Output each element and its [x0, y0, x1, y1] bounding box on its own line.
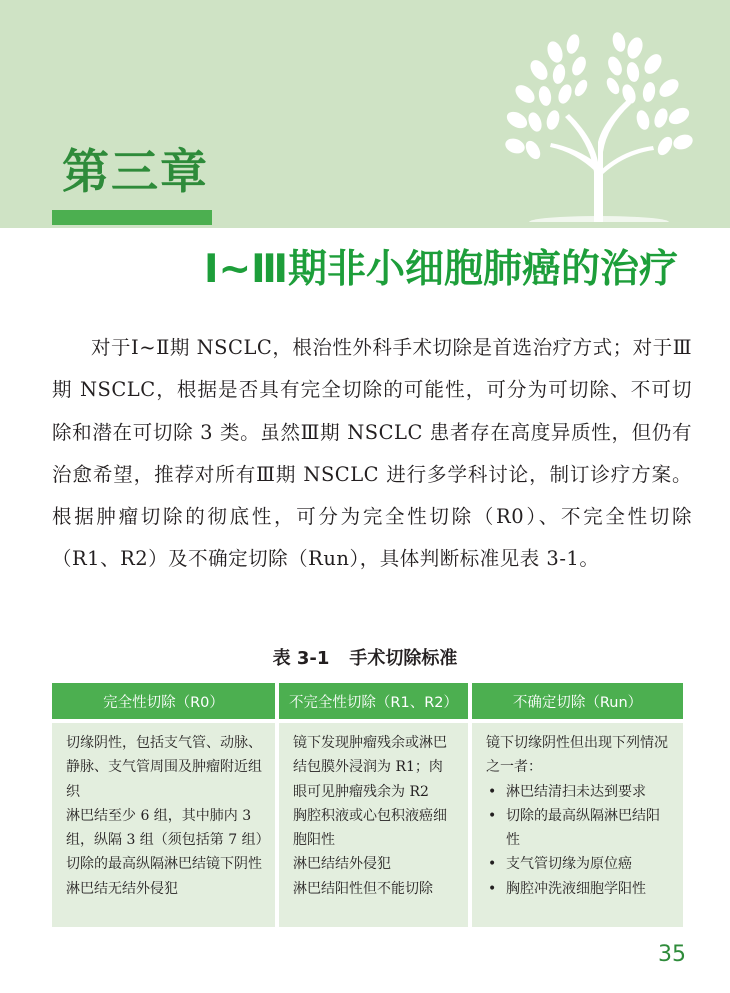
table-header-r0: 完全性切除（R0）	[52, 683, 275, 719]
table-column-r0	[52, 683, 275, 927]
table-cell-line: 切缘阴性，包括支气管、动脉、静脉、支气管周围及肿瘤附近组织	[66, 735, 262, 800]
table-cell-line: 淋巴结结外侵犯	[293, 856, 391, 873]
table-column-run	[472, 683, 683, 927]
table-cell-line: 胸腔积液或心包积液癌细胞阳性	[293, 807, 447, 849]
table-header-r1-r2: 不完全性切除（R1、R2）	[279, 683, 468, 719]
table-cell-line: 淋巴结至少 6 组，其中肺内 3 组，纵隔 3 组（须包括第 7 组）	[66, 807, 270, 849]
list-item: • 支气管切缘为原位癌	[486, 852, 671, 876]
page-number: 35	[658, 942, 686, 967]
table-header-run: 不确定切除（Run）	[472, 683, 683, 719]
list-item: • 淋巴结清扫未达到要求	[486, 780, 671, 804]
table-cell-intro: 镜下切缘阴性但出现下列情况之一者：	[486, 735, 668, 776]
tree-lungs-icon	[495, 22, 705, 222]
list-item: • 切除的最高纵隔淋巴结阳性	[486, 804, 671, 853]
chapter-underline-bar	[52, 210, 212, 225]
table-caption-title: 手术切除标准	[349, 648, 458, 669]
table-caption-number: 表 3-1	[272, 648, 330, 669]
resection-criteria-table	[52, 683, 687, 927]
table-cell-line: 淋巴结无结外侵犯	[66, 880, 178, 897]
body-paragraph: 对于Ⅰ~Ⅱ期 NSCLC，根治性外科手术切除是首选治疗方式；对于Ⅲ期 NSCLC，根据是否具有完全切除的可能性，可分为可切除、不可切除和潜在可切除 3 类。虽然Ⅲ期 NSCLC 患者存在高度异质性，但仍有治愈希望，推荐对所有Ⅲ期 NSCLC 进行多学科讨论，制订诊疗方案。根据肿瘤切除的彻底性，可分为完全性切除（R0）、不完全性切除（R1、R2）及不确定切除（Run），具体判断标准见表 3-1。	[52, 336, 692, 571]
table-cell-line: 镜下发现肿瘤残余或淋巴结包膜外浸润为 R1；肉眼可见肿瘤残余为 R2	[293, 735, 447, 800]
table-caption	[0, 645, 730, 673]
table-cell-line: 淋巴结阳性但不能切除	[293, 880, 433, 897]
page-title: Ⅰ~Ⅲ期非小细胞肺癌的治疗	[203, 247, 678, 292]
table-bullet-list	[486, 780, 671, 901]
table-cell-line: 切除的最高纵隔淋巴结镜下阴性	[66, 856, 262, 873]
table-cell-r1-r2	[279, 723, 468, 927]
list-item: • 胸腔冲洗液细胞学阳性	[486, 877, 671, 901]
table-cell-run	[472, 723, 683, 927]
chapter-title: 第三章	[62, 145, 209, 200]
table-cell-r0	[52, 723, 275, 927]
table-column-r1-r2	[279, 683, 468, 927]
